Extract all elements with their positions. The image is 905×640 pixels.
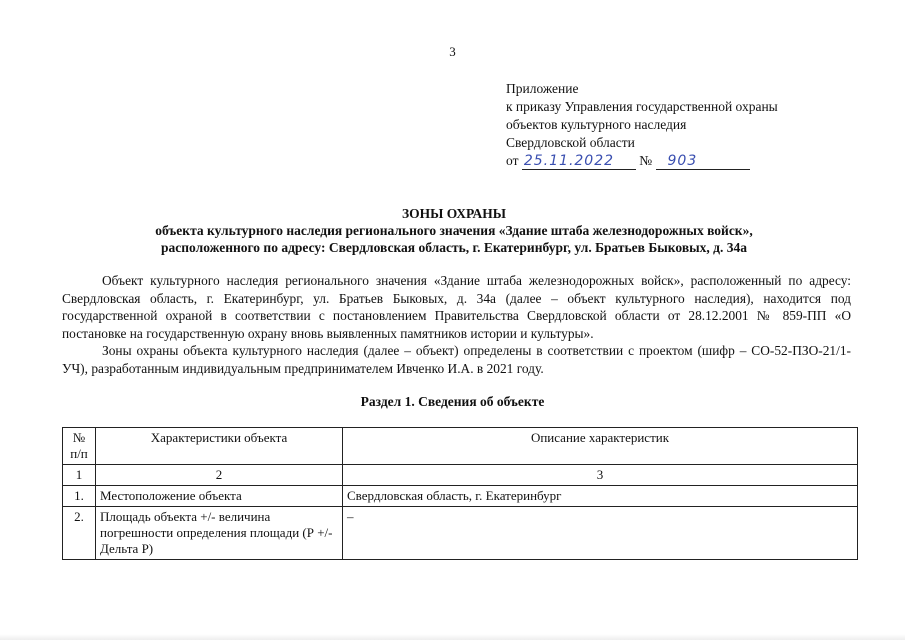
characteristic-cell: Площадь объекта +/- величина погрешности определения площади (Р +/- Дельта Р) xyxy=(96,507,343,560)
row-number: 2. xyxy=(63,507,96,560)
page-edge-shade xyxy=(0,634,905,640)
paragraph: Объект культурного наследия регионального значения «Здание штаба железнодорожных войск», расположенный по адресу: Свердловская область, г. Екатеринбург, ул. Братьев Быковых, д. 34а (далее – объект культурного наследия), находится под государственной охраной в соответствии с постановлением Правительства Свердловской области от 28.12.2001 № 859-ПП «О постановке на государственную охрану вновь выявленных памятников истории и культуры». xyxy=(62,273,851,341)
title-line: расположенного по адресу: Свердловская область, г. Екатеринбург, ул. Братьев Быковых, д. 34а xyxy=(161,240,747,255)
order-date-line xyxy=(506,152,886,170)
object-info-table xyxy=(62,427,858,560)
table-row xyxy=(63,486,858,507)
column-number: 3 xyxy=(343,465,858,486)
header-cell: № п/п xyxy=(63,428,96,465)
handwritten-order-number: 903 xyxy=(656,154,750,170)
body-text xyxy=(62,272,851,377)
header-cell: Характеристики объекта xyxy=(96,428,343,465)
column-number: 2 xyxy=(96,465,343,486)
description-cell: Свердловская область, г. Екатеринбург xyxy=(343,486,858,507)
appendix-line: Свердловской области xyxy=(506,135,635,150)
header-cell: Описание характеристик xyxy=(343,428,858,465)
table-row xyxy=(63,507,858,560)
column-number: 1 xyxy=(63,465,96,486)
number-label: № xyxy=(639,153,653,168)
table-header-row xyxy=(63,428,858,465)
title-line: ЗОНЫ ОХРАНЫ xyxy=(402,206,506,221)
appendix-line: объектов культурного наследия xyxy=(506,117,687,132)
appendix-line: к приказу Управления государственной охраны xyxy=(506,99,778,114)
handwritten-date: 25.11.2022 xyxy=(522,154,636,170)
column-number-row xyxy=(63,465,858,486)
appendix-line: Приложение xyxy=(506,81,579,96)
row-number: 1. xyxy=(63,486,96,507)
characteristic-cell: Местоположение объекта xyxy=(96,486,343,507)
paragraph: Зоны охраны объекта культурного наследия (далее – объект) определены в соответствии с проектом (шифр – СО-52-ПЗО-21/1-УЧ), разработанным индивидуальным предпринимателем Ивченко И.А. в 2021 году. xyxy=(62,343,851,376)
appendix-block xyxy=(506,80,886,170)
document-title xyxy=(40,205,868,256)
from-label: от xyxy=(506,153,519,168)
title-line: объекта культурного наследия регионального значения «Здание штаба железнодорожных войск», xyxy=(155,223,753,238)
page-number: 3 xyxy=(449,44,456,59)
description-cell: – xyxy=(343,507,858,560)
section-title: Раздел 1. Сведения об объекте xyxy=(360,394,545,409)
